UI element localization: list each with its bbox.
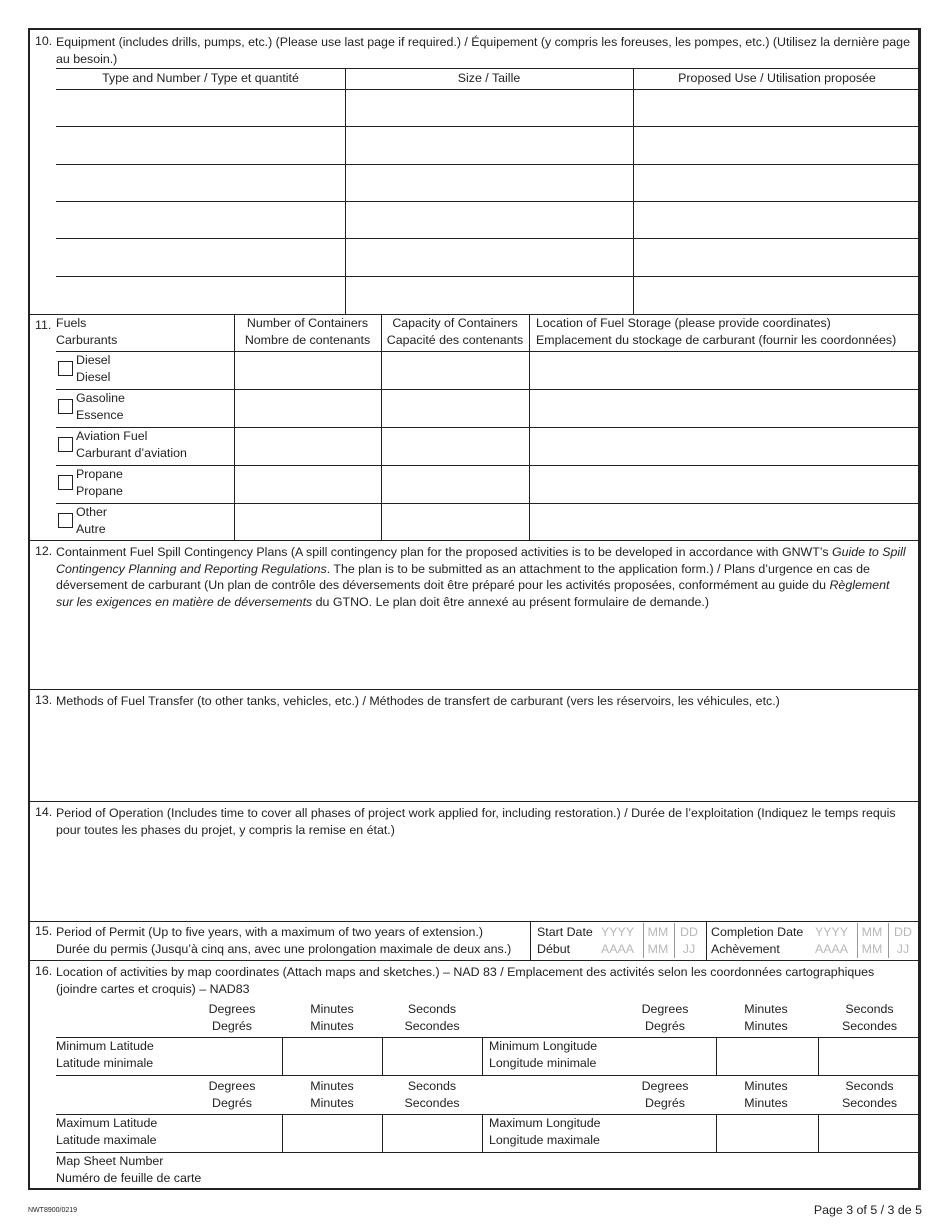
start-day-field[interactable]: DD JJ <box>680 925 698 956</box>
fuel-propane-label-fr: Propane <box>76 484 123 498</box>
header-seconds: Seconds Secondes <box>404 1002 460 1033</box>
equipment-header-type: Type and Number / Type et quantité <box>102 71 299 85</box>
section-12-spill-plans[interactable] <box>30 540 918 690</box>
section-12-label: Containment Fuel Spill Contingency Plans (A spill contingency plan for the proposed activities is to be developed in accordance with GNWT’s Guide to Spill Contingency Planning and Reporting Regulations. The plan is to be submitted as an attachment to the application form.) / Plans d’urgence en cas de déversement de carburant (Un plan de contrôle des déversements doit être préparé pour les activités proposées, conformément au guide du Règlement sur les exigences en matière de déversements du GTNO. Le plan doit être annexé au présent formulaire de demande.) <box>56 545 906 609</box>
section-16-location <box>30 960 918 1190</box>
fuels-header-location-fr: Emplacement du stockage de carburant (fournir les coordonnées) <box>536 333 897 347</box>
min-longitude-label: Minimum Longitude Longitude minimale <box>489 1039 598 1070</box>
fuel-diesel-label-fr: Diesel <box>76 370 111 384</box>
equipment-row[interactable] <box>56 90 918 126</box>
fuels-header-number-en: Number of Containers <box>246 316 369 330</box>
fuels-header-capacity-en: Capacity of Containers <box>392 316 518 330</box>
fuels-header-location-en: Location of Fuel Storage (please provide coordinates) <box>536 316 831 330</box>
equipment-row[interactable] <box>56 277 918 314</box>
fuel-other-label-fr: Autre <box>76 522 106 536</box>
header-minutes: Minutes Minutes <box>744 1079 788 1110</box>
header-degrees: Degrees Degrés <box>208 1002 256 1033</box>
fuel-other-label-en: Other <box>76 505 107 519</box>
completion-day-field[interactable]: DD JJ <box>894 925 912 956</box>
section-16-number: 16. <box>35 964 53 978</box>
max-latitude-label: Maximum Latitude Latitude maximale <box>56 1116 158 1147</box>
min-latitude-minutes-field[interactable] <box>283 1038 382 1074</box>
equipment-row[interactable] <box>56 127 918 164</box>
min-latitude-degrees-field[interactable] <box>182 1038 282 1074</box>
section-14-number: 14. <box>35 805 53 819</box>
completion-date-label-en: Completion Date <box>711 925 804 939</box>
fuel-propane-label-en: Propane <box>76 467 123 481</box>
section-14-label: Period of Operation (Includes time to cover all phases of project work applied for, including restoration.) / Durée de l’exploitation (Indiquez le temps requis pour toutes les phases du projet, y compris la remise en état.) <box>56 806 896 837</box>
fuel-gasoline-label-fr: Essence <box>76 408 124 422</box>
section-10-equipment <box>30 30 918 315</box>
fuel-aviation-label-en: Aviation Fuel <box>76 429 148 443</box>
start-date-label-en: Start Date <box>537 925 593 939</box>
max-latitude-degrees-field[interactable] <box>182 1115 282 1151</box>
page-number: Page 3 of 5 / 3 de 5 <box>813 1203 922 1217</box>
header-degrees: Degrees Degrés <box>208 1079 256 1110</box>
equipment-header-use: Proposed Use / Utilisation proposée <box>678 71 876 85</box>
max-longitude-degrees-field[interactable] <box>615 1115 715 1151</box>
equipment-row[interactable] <box>56 239 918 276</box>
min-latitude-seconds-field[interactable] <box>383 1038 482 1074</box>
start-date-label-fr: Début <box>537 942 571 956</box>
section-16-label: Location of activities by map coordinates (Attach maps and sketches.) – NAD 83 / Emplacement des activités selon les coordonnées cartographiques (joindre cartes et croquis) – NAD83 <box>56 965 875 996</box>
header-minutes: Minutes Minutes <box>310 1002 354 1033</box>
form-code: NWT8900/0219 <box>28 1207 78 1214</box>
permit-label-en: Period of Permit (Up to five years, with a maximum of two years of extension.) <box>56 925 483 939</box>
header-seconds: Seconds Secondes <box>841 1079 898 1110</box>
start-year-field[interactable]: YYYY AAAA <box>600 925 634 956</box>
fuels-label-fr: Carburants <box>56 333 118 347</box>
completion-month-field[interactable]: MM MM <box>861 925 883 956</box>
fuel-aviation-label-fr: Carburant d’aviation <box>76 446 187 460</box>
fuel-other-checkbox[interactable] <box>58 513 73 528</box>
fuel-diesel-checkbox[interactable] <box>58 361 73 376</box>
equipment-row[interactable] <box>56 202 918 238</box>
header-minutes: Minutes Minutes <box>744 1002 788 1033</box>
section-11-fuels <box>30 314 918 541</box>
fuels-header-capacity-fr: Capacité des contenants <box>386 333 524 347</box>
section-10-label: Equipment (includes drills, pumps, etc.) (Please use last page if required.) / Équipement (y compris les foreuses, les pompes, etc.) (Utilisez la dernière page au besoin.) <box>56 35 910 66</box>
header-degrees: Degrees Degrés <box>641 1002 689 1033</box>
max-longitude-minutes-field[interactable] <box>717 1115 817 1151</box>
equipment-header-size: Size / Taille <box>457 71 521 85</box>
min-longitude-seconds-field[interactable] <box>819 1038 921 1074</box>
header-seconds: Seconds Secondes <box>404 1079 460 1110</box>
header-seconds: Seconds Secondes <box>841 1002 898 1033</box>
section-15-number: 15. <box>35 924 53 938</box>
min-longitude-degrees-field[interactable] <box>615 1038 715 1074</box>
start-month-field[interactable]: MM MM <box>647 925 669 956</box>
fuel-aviation-checkbox[interactable] <box>58 437 73 452</box>
max-latitude-seconds-field[interactable] <box>383 1115 482 1151</box>
section-10-number: 10. <box>35 34 53 48</box>
fuels-label-en: Fuels <box>56 316 87 330</box>
min-longitude-minutes-field[interactable] <box>717 1038 817 1074</box>
header-degrees: Degrees Degrés <box>641 1079 689 1110</box>
fuel-propane-checkbox[interactable] <box>58 475 73 490</box>
section-11-number: 11. <box>35 318 52 332</box>
form-frame <box>28 28 921 1190</box>
section-13-number: 13. <box>35 693 53 707</box>
fuel-gasoline-checkbox[interactable] <box>58 399 73 414</box>
fuels-header-number-fr: Nombre de contenants <box>244 333 371 347</box>
section-13-label: Methods of Fuel Transfer (to other tanks, vehicles, etc.) / Méthodes de transfert de carburant (vers les réservoirs, les véhicules, etc.) <box>56 694 780 708</box>
fuel-diesel-label-en: Diesel <box>76 353 111 367</box>
completion-date-label-fr: Achèvement <box>711 942 780 956</box>
max-longitude-label: Maximum Longitude Longitude maximale <box>489 1116 601 1147</box>
section-14-period-of-operation[interactable] <box>30 801 918 922</box>
max-latitude-minutes-field[interactable] <box>283 1115 382 1151</box>
section-13-fuel-transfer[interactable] <box>30 689 918 802</box>
map-sheet-number-field[interactable] <box>230 1153 918 1188</box>
section-12-number: 12. <box>35 544 53 558</box>
equipment-row[interactable] <box>56 165 918 201</box>
max-longitude-seconds-field[interactable] <box>819 1115 921 1151</box>
completion-year-field[interactable]: YYYY AAAA <box>814 925 848 956</box>
permit-label-fr: Durée du permis (Jusqu’à cinq ans, avec une prolongation maximale de deux ans.) <box>56 942 512 956</box>
section-15-period-of-permit <box>30 921 918 961</box>
header-minutes: Minutes Minutes <box>310 1079 354 1110</box>
fuel-gasoline-label-en: Gasoline <box>76 391 125 405</box>
min-latitude-label: Minimum Latitude Latitude minimale <box>56 1039 154 1070</box>
map-sheet-number-label: Map Sheet Number Numéro de feuille de carte <box>56 1154 202 1185</box>
